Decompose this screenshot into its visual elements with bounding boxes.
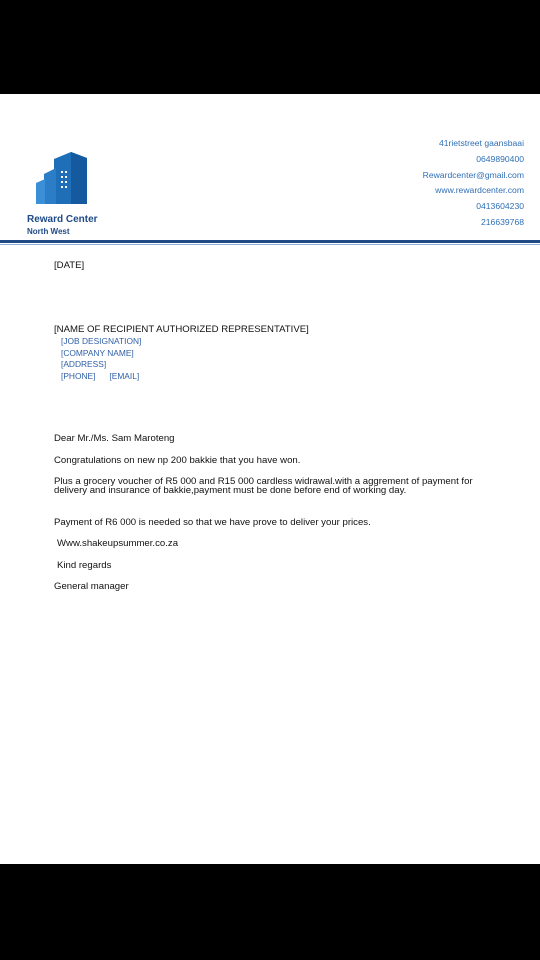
letter-website[interactable]: Www.shakeupsummer.co.za: [57, 538, 179, 549]
header-divider-thin: [0, 244, 540, 245]
contact-address: 41rietstreet gaansbaai: [438, 138, 524, 148]
recipient-name: [NAME OF RECIPIENT AUTHORIZED REPRESENTATIVE]: [54, 324, 309, 335]
closing: Kind regards: [57, 560, 112, 571]
recipient-email: [EMAIL]: [109, 370, 140, 381]
contact-email[interactable]: Rewardcenter@gmail.com: [422, 169, 524, 180]
letter-page: [0, 94, 540, 864]
contact-block: [423, 136, 524, 231]
recipient-company: [COMPANY NAME]: [61, 347, 134, 358]
contact-phone-2: 0413604230: [476, 201, 524, 212]
payment-paragraph: Payment of R6 000 is needed so that we have prove to deliver your prices.: [54, 517, 371, 528]
letter-date: [DATE]: [54, 260, 85, 271]
company-region: North West: [27, 227, 70, 236]
building-icon: [33, 149, 89, 205]
recipient-job: [JOB DESIGNATION]: [61, 336, 142, 346]
company-name: Reward Center: [27, 214, 98, 225]
recipient-address: [ADDRESS]: [61, 359, 107, 370]
recipient-contact-row: [61, 371, 141, 383]
contact-website[interactable]: www.rewardcenter.com: [435, 185, 524, 196]
salutation: Dear Mr./Ms. Sam Maroteng: [54, 433, 175, 444]
header-divider: [0, 240, 540, 243]
voucher-paragraph: Plus a grocery voucher of R5 000 and R15 000 cardless widrawal.with a aggrement of payment for delivery and insurance of bakkie,payment must be done before end of working day.: [54, 476, 473, 497]
contact-phone-3: 216639768: [480, 216, 524, 227]
signature-title: General manager: [54, 581, 129, 592]
congratulations-paragraph: Congratulations on new np 200 bakkie that you have won.: [54, 455, 301, 466]
recipient-phone: [PHONE]: [61, 370, 96, 381]
contact-phone-1: 0649890400: [476, 153, 524, 164]
recipient-details: [61, 336, 141, 382]
